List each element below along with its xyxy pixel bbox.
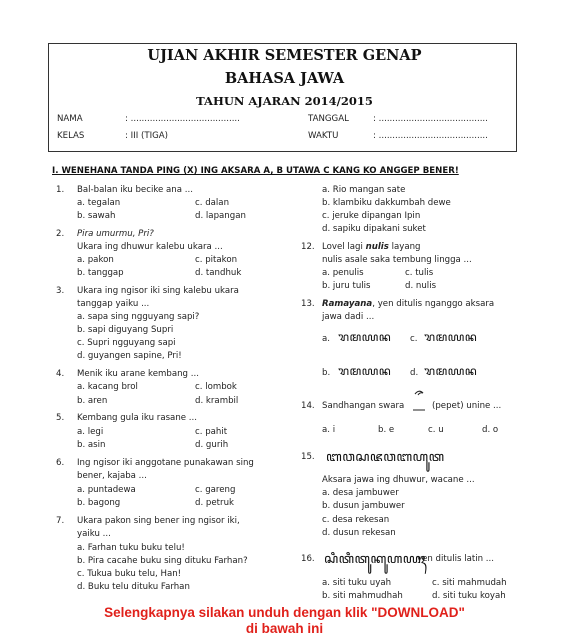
nama-field: : ........................................ [125, 114, 240, 124]
q14-text: Sandhangan swara [322, 401, 405, 411]
tanggal-field: : ........................................ [373, 114, 488, 124]
waktu-field: : ........................................ [373, 131, 488, 141]
q13-option-b: b. [322, 368, 331, 378]
q12-text2: nulis asale saka tembung lingga ... [322, 255, 472, 265]
q11-option-d: d. sapiku dipakani suket [322, 224, 426, 234]
q3-option-b: b. sapi diguyang Supri [77, 325, 174, 335]
q6-option-a: a. puntadewa [77, 485, 136, 495]
q7-option-c: c. Tukua buku telu, Han! [77, 569, 182, 579]
q7-option-b: b. Pira cacahe buku sing dituku Farhan? [77, 556, 248, 566]
q16-option-d: d. siti tuku koyah [432, 591, 506, 601]
q12-text-pre: Lovel lagi [322, 242, 366, 252]
q6-text2: bener, kajaba ... [77, 471, 147, 481]
q15-option-b: b. dusun jambuwer [322, 501, 405, 511]
kelas-label: KELAS [57, 131, 85, 141]
tanggal-label: TANGGAL [308, 114, 349, 124]
q6-option-b: b. bagong [77, 498, 121, 508]
q7-option-d: d. Buku telu dituku Farhan [77, 582, 190, 592]
q3-option-c: c. Supri ngguyang sapi [77, 338, 176, 348]
q14-text-post: (pepet) unine ... [432, 401, 502, 411]
q5-number: 5. [56, 413, 65, 423]
q14-option-b: b. e [378, 425, 395, 435]
q15-javanese: ꦧꦮꦱꦗꦮꦧꦲꦸꦠ [326, 450, 445, 465]
q14-option-d: d. o [482, 425, 499, 435]
q13-text2: jawa dadi ... [322, 312, 375, 322]
q3-option-a: a. sapa sing ngguyang sapi? [77, 312, 200, 322]
exam-title: UJIAN AKHIR SEMESTER GENAP [147, 47, 422, 64]
q13-option-b-javanese: ꦫꦩꦪꦤ [338, 364, 392, 378]
section-title: I. WENEHANA TANDA PING (X) ING AKSARA A, B UTAWA C KANG KO ANGGEP BENER! [52, 166, 459, 176]
q6-option-c: c. gareng [195, 485, 236, 495]
kelas-field: : III (TIGA) [125, 131, 168, 141]
download-notice-line2: di bawah ini [245, 621, 324, 636]
q2-text: Pira umurmu, Pri? [77, 229, 154, 239]
q15-option-d: d. dusun rekesan [322, 528, 396, 538]
q16-number: 16. [301, 554, 315, 564]
q2-option-c: c. pitakon [195, 255, 238, 265]
q3-option-d: d. guyangen sapine, Pri! [77, 351, 182, 361]
q13-option-c: c. [410, 334, 418, 344]
q7-text2: yaiku ... [77, 529, 111, 539]
q14-option-c: c. u [428, 425, 444, 435]
q2-option-d: d. tandhuk [195, 268, 242, 278]
q12-number: 12. [301, 242, 315, 252]
waktu-label: WAKTU [308, 131, 339, 141]
q13-text-word: Ramayana [322, 299, 373, 309]
q11-option-c: c. jeruke dipangan Ipin [322, 211, 421, 221]
q7-number: 7. [56, 516, 65, 526]
q13-option-d: d. [410, 368, 419, 378]
q6-number: 6. [56, 458, 65, 468]
q5-text: Kembang gula iku rasane ... [77, 413, 197, 423]
q13-option-a-javanese: ꦫꦩꦪꦤ [338, 330, 392, 344]
q14-number: 14. [301, 401, 315, 411]
q4-text: Menik iku arane kembang ... [77, 369, 199, 379]
download-notice-line1: Selengkapnya silakan unduh dengan klik "DOWNLOAD" [104, 605, 465, 620]
nama-label: NAMA [57, 114, 83, 124]
q5-option-a: a. legi [77, 427, 104, 437]
q11-option-b: b. klambiku dakkumbah dewe [322, 198, 451, 208]
q13-number: 13. [301, 299, 315, 309]
subject-title: BAHASA JAWA [224, 70, 345, 87]
q6-option-d: d. petruk [195, 498, 234, 508]
academic-year: TAHUN AJARAN 2014/2015 [196, 94, 373, 108]
q15-option-c: c. desa rekesan [322, 515, 390, 525]
q3-text: Ukara ing ngisor iki sing kalebu ukara [77, 286, 239, 296]
q5-option-c: c. pahit [195, 427, 228, 437]
q5-option-d: d. gurih [195, 440, 229, 450]
q13-text-post: , yen ditulis nganggo aksara [372, 299, 495, 309]
q2-text2: Ukara ing dhuwur kalebu ukara ... [77, 242, 223, 252]
q6-text: Ing ngisor iki anggotane punakawan sing [77, 458, 254, 468]
q12-option-b: b. juru tulis [322, 281, 371, 291]
q1-text: Bal-balan iku becike ana ... [77, 185, 193, 195]
q12-option-c: c. tulis [405, 268, 434, 278]
q1-option-d: d. lapangan [195, 211, 246, 221]
q2-option-b: b. tanggap [77, 268, 124, 278]
q12-text-post: layang [388, 242, 421, 252]
q4-option-b: b. aren [77, 396, 108, 406]
q16-text-post: yen ditulis latin ... [417, 554, 494, 564]
q1-option-b: b. sawah [77, 211, 116, 221]
q13-option-c-javanese: ꦫꦩꦪꦤ [424, 330, 478, 344]
q4-option-c: c. lombok [195, 382, 237, 392]
q1-option-a: a. tegalan [77, 198, 121, 208]
q1-option-c: c. dalan [195, 198, 230, 208]
q5-option-b: b. asin [77, 440, 106, 450]
q15-text: Aksara jawa ing dhuwur, wacane ... [322, 475, 475, 485]
q16-javanese: ꦱꦶꦠꦶꦠꦸꦏꦸꦲꦪꦃ [324, 552, 426, 567]
q13-option-d-javanese: ꦫꦩꦪꦤ [424, 364, 478, 378]
q12-text-word: nulis [365, 242, 389, 252]
q2-number: 2. [56, 229, 65, 239]
q13-option-a: a. [322, 334, 330, 344]
q3-number: 3. [56, 286, 65, 296]
q16-option-a: a. siti tuku uyah [322, 578, 392, 588]
q1-number: 1. [56, 185, 65, 195]
q7-option-a: a. Farhan tuku buku telu! [77, 543, 185, 553]
q12-option-a: a. penulis [322, 268, 364, 278]
q16-option-c: c. siti mahmudah [432, 578, 507, 588]
q15-number: 15. [301, 452, 315, 462]
q12-option-d: d. nulis [405, 281, 437, 291]
q14-option-a: a. i [322, 425, 336, 435]
pepet-sandhangan-icon [412, 388, 426, 412]
q7-text: Ukara pakon sing bener ing ngisor iki, [77, 516, 240, 526]
q13-text [322, 299, 494, 310]
q2-option-a: a. pakon [77, 255, 114, 265]
q4-number: 4. [56, 369, 65, 379]
q4-option-d: d. krambil [195, 396, 239, 406]
q4-option-a: a. kacang brol [77, 382, 138, 392]
q15-option-a: a. desa jambuwer [322, 488, 399, 498]
q3-text2: tanggap yaiku ... [77, 299, 150, 309]
q12-text [322, 242, 421, 253]
q16-option-b: b. siti mahmudhah [322, 591, 403, 601]
q11-option-a: a. Rio mangan sate [322, 185, 406, 195]
